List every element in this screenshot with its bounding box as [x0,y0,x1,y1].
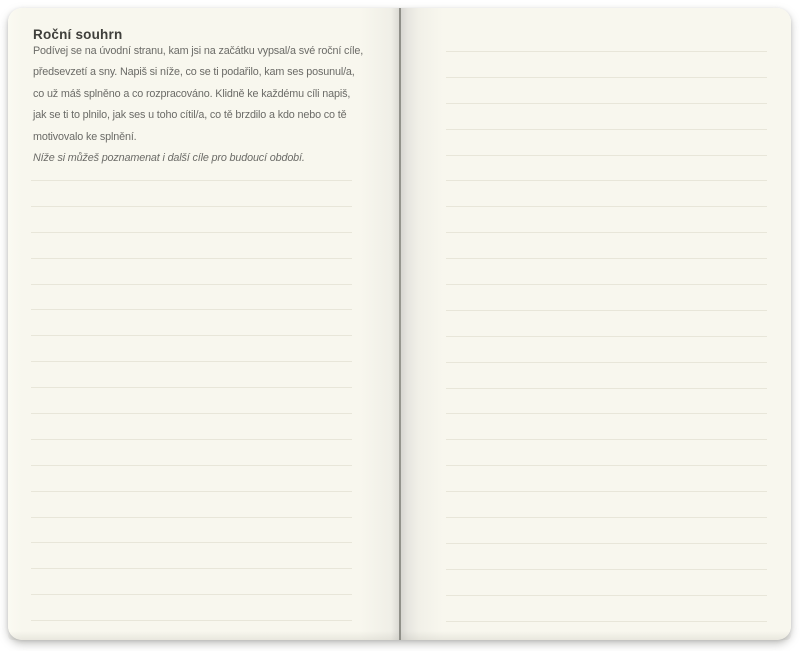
notebook-page-right [401,8,791,640]
ruled-line [31,361,352,362]
ruled-line [31,258,352,259]
ruled-line [446,232,767,233]
ruled-line [31,413,352,414]
ruled-line [31,465,352,466]
ruled-line [446,77,767,78]
ruled-line [31,335,352,336]
ruled-line [446,439,767,440]
paragraph-line: co už máš splněno a co rozpracováno. Klidně ke každému cíli napiš, [33,87,351,100]
ruled-line [31,284,352,285]
paragraph-line: jak se ti to plnilo, jak ses u toho cítil/a, co tě brzdilo a kdo nebo co tě [33,109,347,122]
notebook-spread [8,8,791,640]
ruled-line [31,542,352,543]
ruled-lines-right [446,51,767,646]
ruled-line [446,491,767,492]
ruled-line [446,51,767,52]
ruled-lines-left [31,180,352,646]
ruled-line [31,439,352,440]
ruled-line [446,310,767,311]
ruled-line [31,206,352,207]
ruled-line [446,155,767,156]
ruled-line [31,309,352,310]
ruled-line [446,103,767,104]
ruled-line [31,620,352,621]
ruled-line [446,284,767,285]
ruled-line [446,362,767,363]
ruled-line [31,568,352,569]
ruled-line [31,387,352,388]
ruled-line [446,413,767,414]
ruled-line [446,517,767,518]
ruled-line [446,206,767,207]
ruled-line [446,336,767,337]
ruled-line [446,258,767,259]
paragraph-line: předsevzetí a sny. Napiš si níže, co se ti podařilo, kam ses posunul/a, [33,66,355,79]
ruled-line [446,543,767,544]
notebook-page-left [8,8,399,640]
ruled-line [446,621,767,622]
paragraph-line: Podívej se na úvodní stranu, kam jsi na začátku vypsal/a své roční cíle, [33,45,364,57]
intro-paragraph [33,41,363,169]
ruled-line [31,232,352,233]
ruled-line [31,517,352,518]
note-italic-line: Níže si můžeš poznamenat i další cíle pro budoucí období. [33,152,305,165]
ruled-line [31,594,352,595]
ruled-line [446,129,767,130]
page-heading: Roční souhrn [33,27,123,42]
ruled-line [446,595,767,596]
ruled-line [31,491,352,492]
ruled-line [446,388,767,389]
ruled-line [446,569,767,570]
ruled-line [446,465,767,466]
ruled-line [31,180,352,181]
ruled-line [446,180,767,181]
paragraph-line: motivovalo ke splnění. [33,130,137,143]
